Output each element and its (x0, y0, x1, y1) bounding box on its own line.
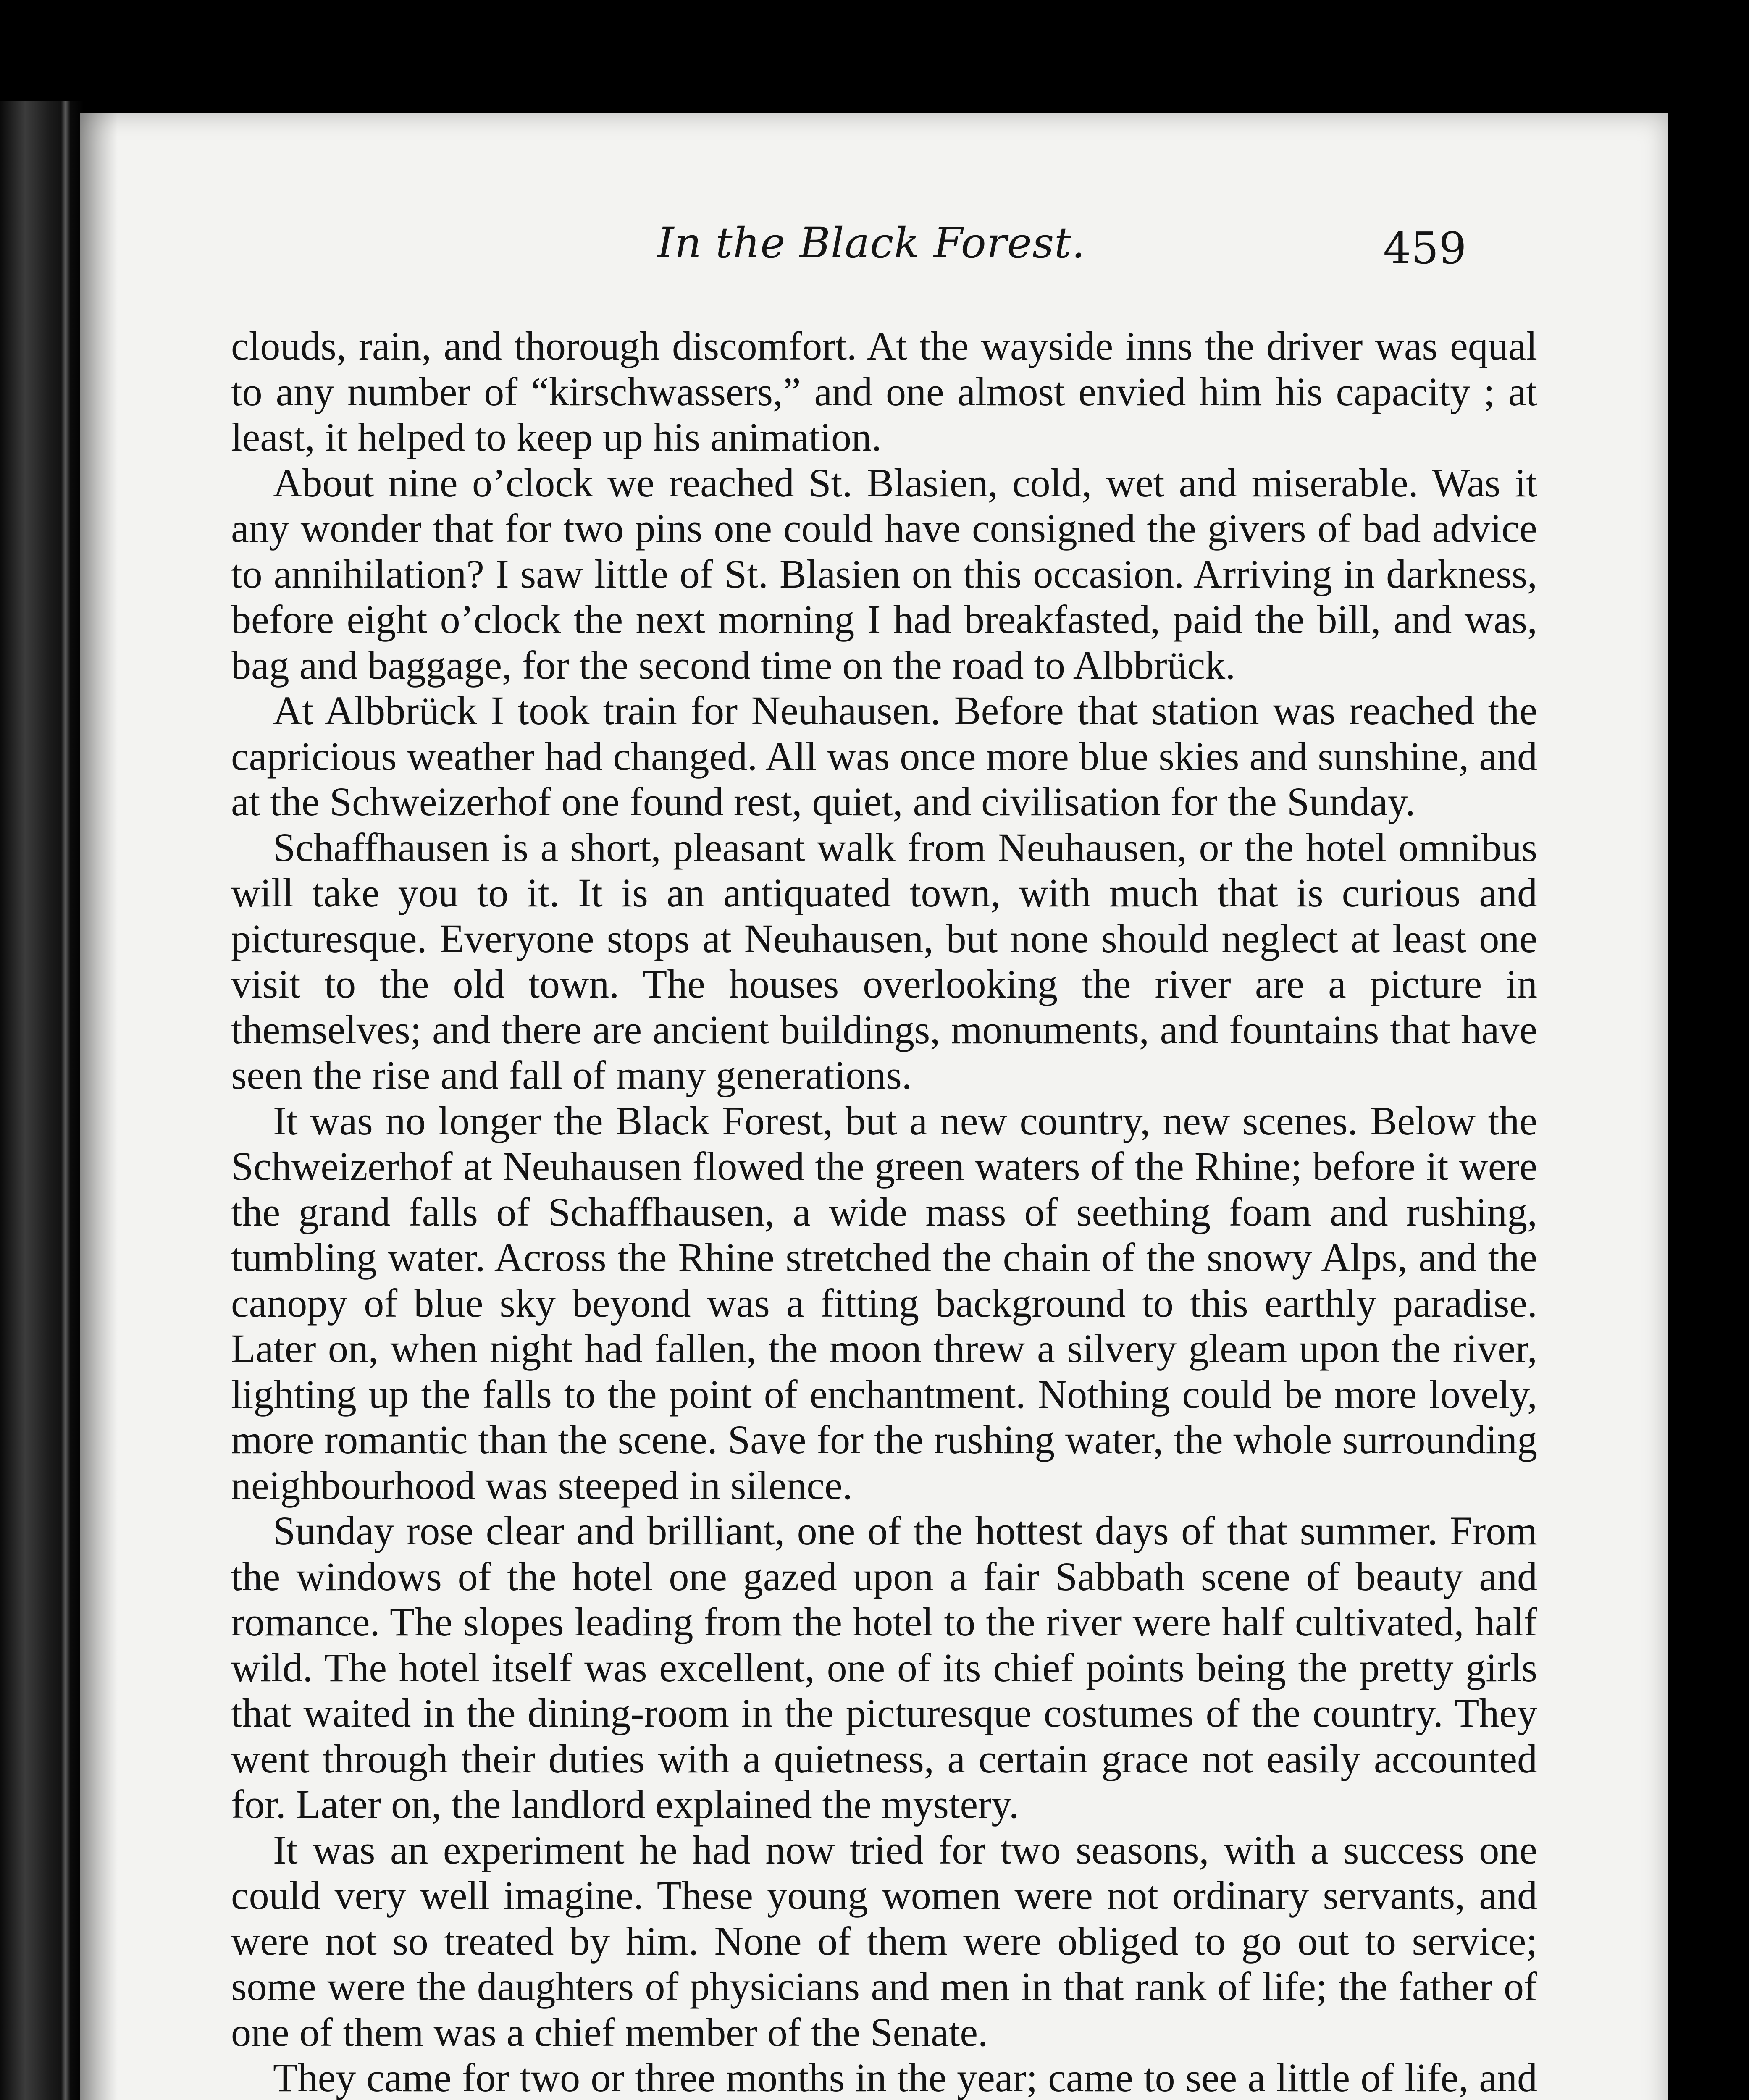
page-number: 459 (1383, 223, 1467, 274)
paragraph-st-blasien: About nine o’clock we reached St. Blasien, cold, wet and miserable. Was it any wonder that for two pins one could have consigned the givers of bad advice to annihilation? I saw little of St. Blasien on this occasion. Arriving in darkness, before eight o’clock the next morning I had breakfasted, paid the bill, and was, bag and baggage, for the second time on the road to Albbrück. (231, 460, 1537, 688)
paragraph-albbruck: At Albbrück I took train for Neuhausen. Before that station was reached the capricious weather had changed. All was once more blue skies and sunshine, and at the Schweizerhof one found rest, quiet, and civilisation for the Sunday. (231, 688, 1537, 824)
paragraph-continuation: clouds, rain, and thorough discomfort. At the wayside inns the driver was equal to any number of “kirschwassers,” and one almost envied him his capacity ; at least, it helped to keep up his animation. (231, 323, 1537, 459)
facing-page-edge (61, 101, 70, 2100)
paragraph-rhine-falls: It was no longer the Black Forest, but a new country, new scenes. Below the Schweizerhof at Neuhausen flowed the green waters of the Rhine; before it were the grand falls of Schaffhausen, a wide mass of seething foam and rushing, tumbling water. Across the Rhine stretched the chain of the snowy Alps, and the canopy of blue sky beyond was a fitting background to this earthly paradise. Later on, when night had fallen, the moon threw a silvery gleam upon the river, lighting up the falls to the point of enchantment. Nothing could be more lovely, more romantic than the scene. Save for the rushing water, the whole surrounding neighbourhood was steeped in silence. (231, 1098, 1537, 1508)
page-binding-shadow (80, 113, 118, 2100)
paragraph-sunday: Sunday rose clear and brilliant, one of the hottest days of that summer. From the windows of the hotel one gazed upon a fair Sabbath scene of beauty and romance. The slopes leading from the hotel to the river were half cultivated, half wild. The hotel itself was excellent, one of its chief points being the pretty girls that waited in the dining-room in the picturesque costumes of the country. They went through their duties with a quietness, a certain grace not easily accounted for. Later on, the landlord explained the mystery. (231, 1508, 1537, 1827)
body-text (231, 323, 1537, 2100)
paragraph-schaffhausen: Schaffhausen is a short, pleasant walk from Neuhausen, or the hotel omnibus will take you to it. It is an antiquated town, with much that is curious and picturesque. Everyone stops at Neuhausen, but none should neglect at least one visit to the old town. The houses overlooking the river are a picture in themselves; and there are ancient buildings, monuments, and fountains that have seen the rise and fall of many generations. (231, 824, 1537, 1097)
paragraph-experiment: It was an experiment he had now tried for two seasons, with a success one could very well imagine. These young women were not ordinary servants, and were not so treated by him. None of them were obliged to go out to service; some were the daughters of physicians and men in that rank of life; the father of one of them was a chief member of the Senate. (231, 1827, 1537, 2055)
running-title: In the Black Forest. (657, 218, 1086, 268)
paragraph-housekeeping: They came for two or three months in the year; came to see a little of life, and (273, 2055, 1537, 2100)
book-gutter (0, 101, 84, 2100)
book-page (80, 113, 1668, 2100)
running-head (80, 218, 1668, 302)
